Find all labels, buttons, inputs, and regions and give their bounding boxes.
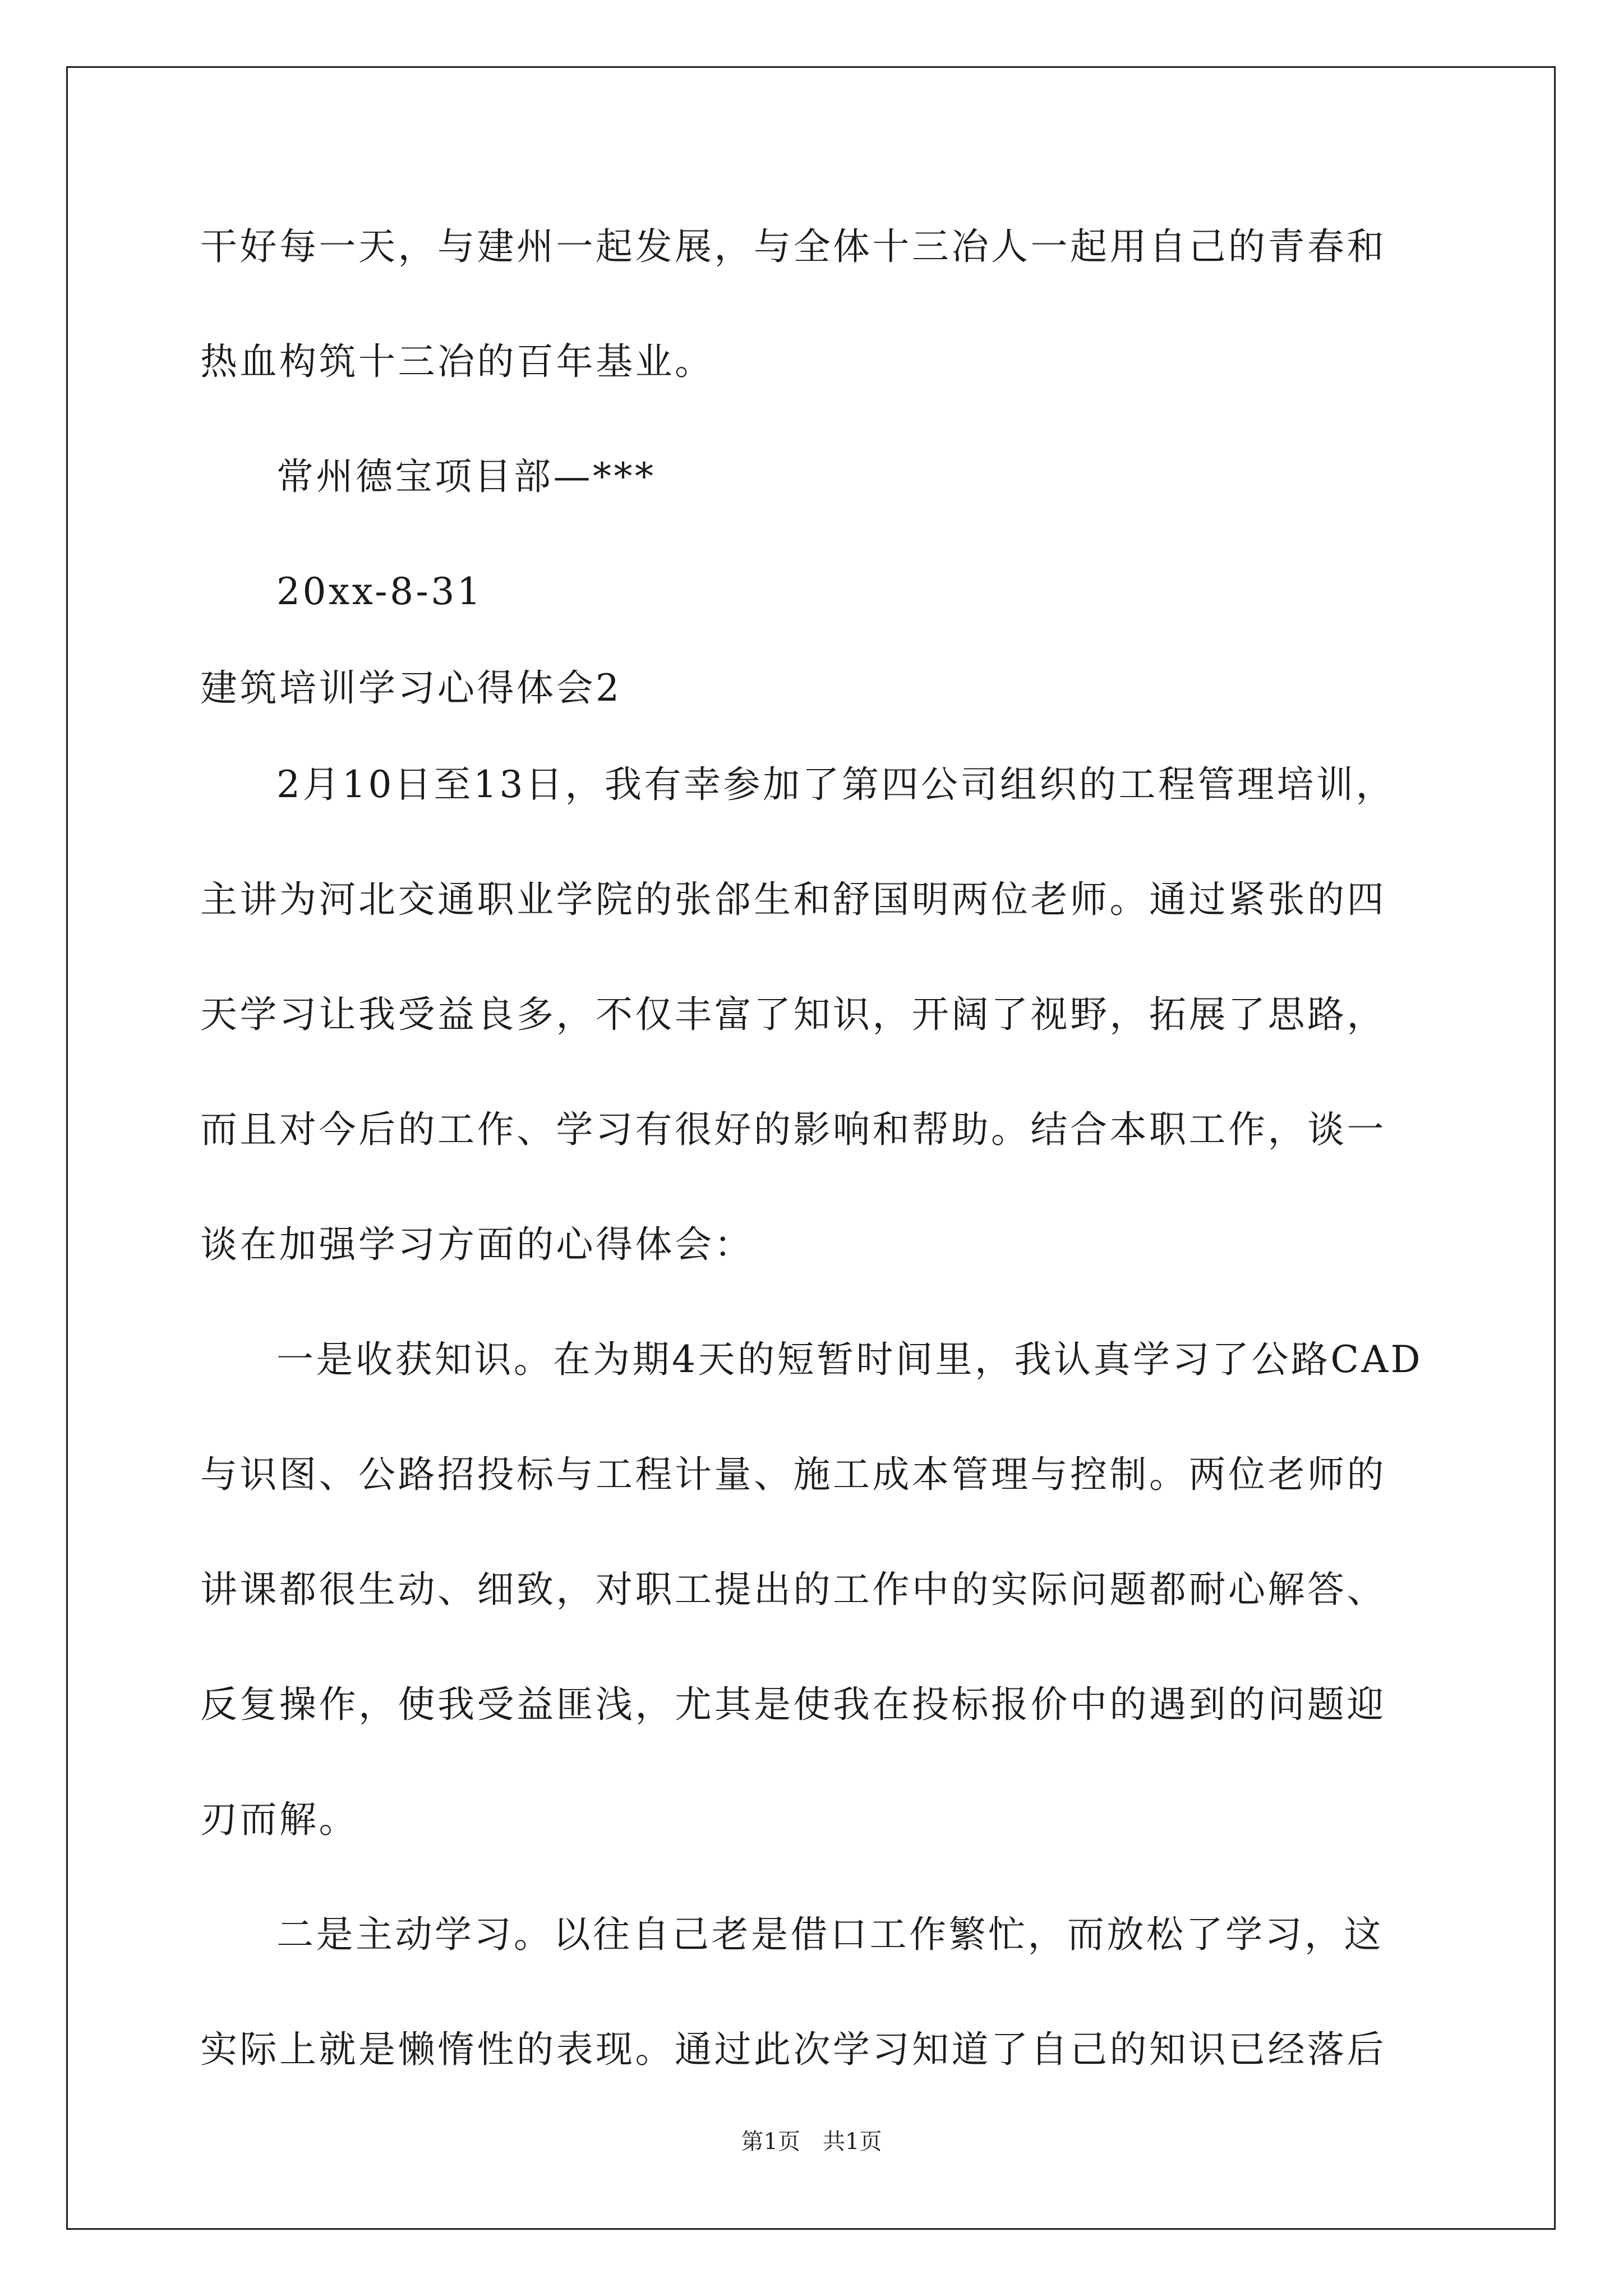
section-title: 建筑培训学习心得体会2	[200, 666, 622, 710]
paragraph-line: 与识图、公路招投标与工程计量、施工成本管理与控制。两位老师的	[200, 1453, 1386, 1496]
paragraph-line: 2月10日至13日，我有幸参加了第四公司组织的工程管理培训，	[276, 763, 1395, 806]
text-line: 热血构筑十三冶的百年基业。	[200, 340, 714, 383]
paragraph-line: 天学习让我受益良多，不仅丰富了知识，开阔了视野，拓展了思路，	[200, 993, 1386, 1036]
paragraph-line: 而且对今后的工作、学习有很好的影响和帮助。结合本职工作，谈一	[200, 1108, 1386, 1151]
signature: 常州德宝项目部—***	[276, 455, 656, 498]
paragraph-line: 刃而解。	[200, 1798, 358, 1841]
paragraph-line: 主讲为河北交通职业学院的张郃生和舒国明两位老师。通过紧张的四	[200, 878, 1386, 921]
text-line: 干好每一天，与建州一起发展，与全体十三冶人一起用自己的青春和	[200, 225, 1386, 268]
paragraph-line: 反复操作，使我受益匪浅，尤其是使我在投标报价中的遇到的问题迎	[200, 1683, 1386, 1726]
paragraph-line: 二是主动学习。以往自己老是借口工作繁忙，而放松了学习，这	[276, 1913, 1384, 1956]
page-indicator: 第1页 共1页	[741, 2129, 882, 2155]
paragraph-line: 一是收获知识。在为期4天的短暂时间里，我认真学习了公路CAD	[276, 1338, 1423, 1381]
date: 20xx-8-31	[276, 570, 483, 613]
paragraph-line: 实际上就是懒惰性的表现。通过此次学习知道了自己的知识已经落后	[200, 2028, 1386, 2071]
paragraph-line: 讲课都很生动、细致，对职工提出的工作中的实际问题都耐心解答、	[200, 1568, 1386, 1611]
paragraph-line: 谈在加强学习方面的心得体会：	[200, 1223, 754, 1266]
